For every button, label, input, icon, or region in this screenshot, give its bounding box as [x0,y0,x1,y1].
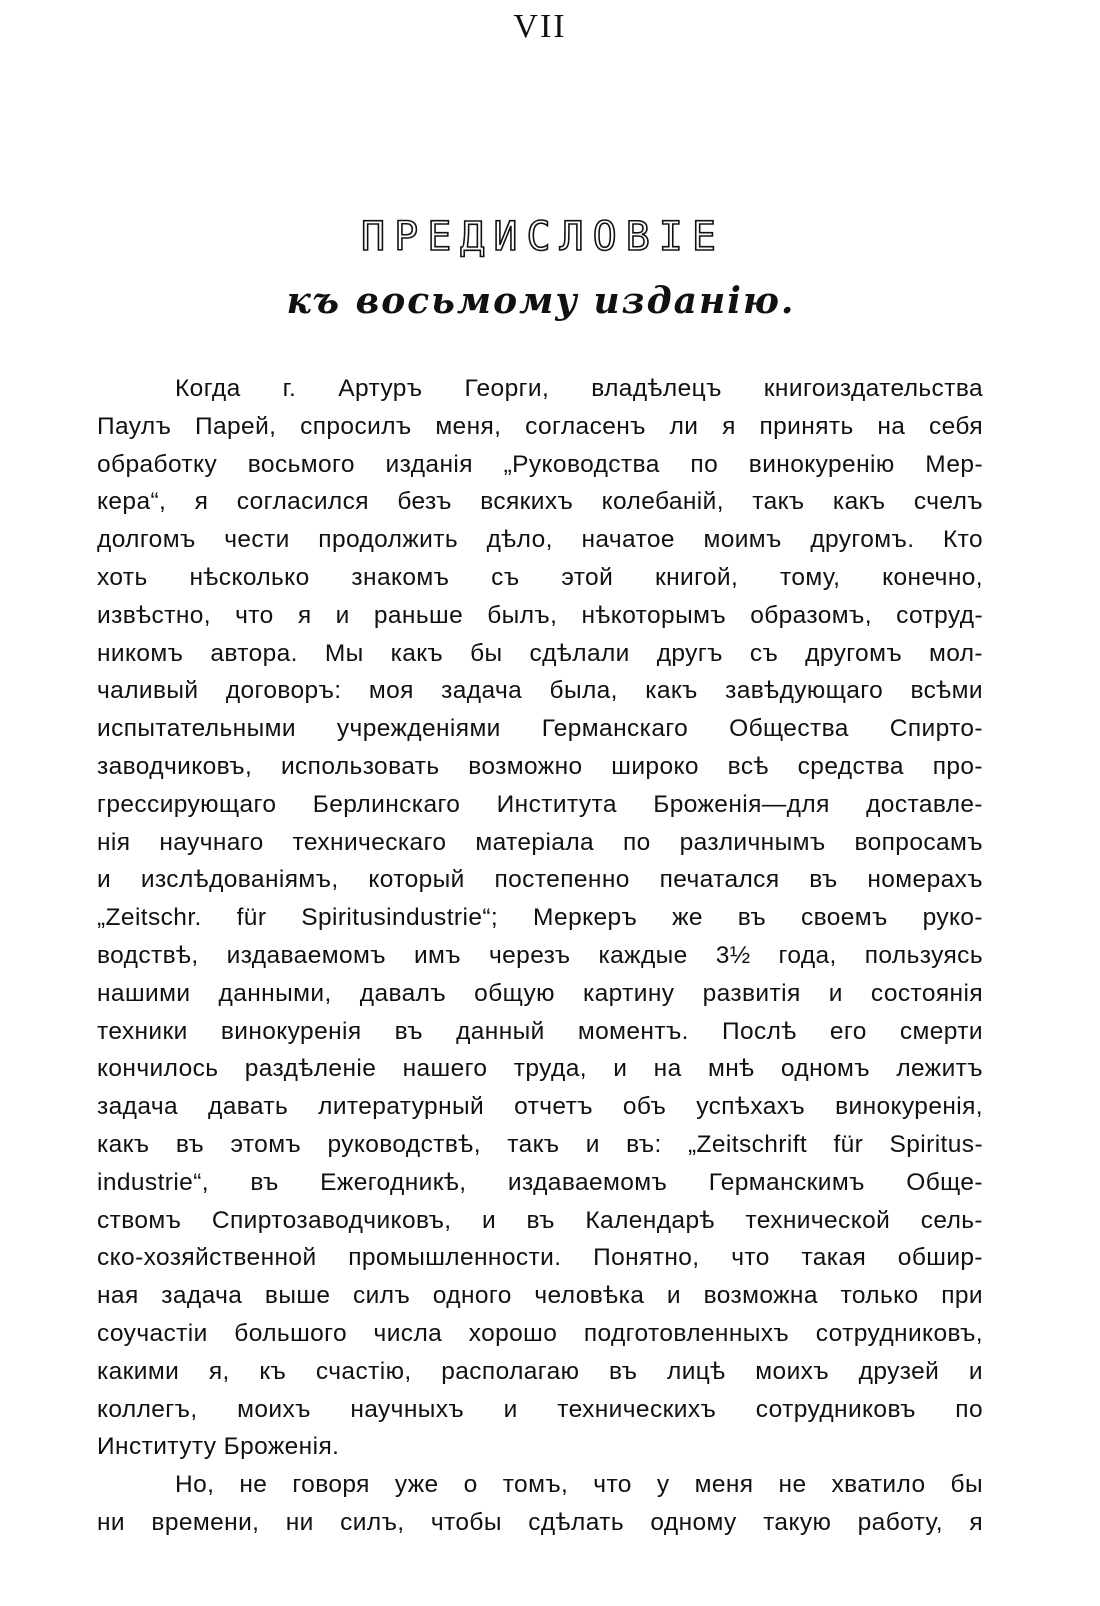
text-line: заводчиковъ, использовать возможно широко всѣ средства про- [97,752,983,780]
text-line: нія научнаго техническаго матеріала по различнымъ вопросамъ [97,828,983,856]
text-line: никомъ автора. Мы какъ бы сдѣлали другъ съ другомъ мол- [97,639,983,667]
text-line: хоть нѣсколько знакомъ съ этой книгой, тому, конечно, [97,563,983,591]
text-line: коллегъ, моихъ научныхъ и техническихъ сотрудниковъ по [97,1395,983,1423]
text-line: ствомъ Спиртозаводчиковъ, и въ Календарѣ технической сель- [97,1206,983,1234]
text-line: нашими данными, давалъ общую картину развитія и состоянія [97,979,983,1007]
text-line: ско-хозяйственной промышленности. Понятно, что такая обшир- [97,1244,983,1272]
text-line: обработку восьмого изданія „Руководства по винокуренію Мер- [97,450,983,478]
text-line: и изслѣдованіямъ, который постепенно печатался въ номерахъ [97,866,983,894]
text-line: какъ въ этомъ руководствѣ, такъ и въ: „Zeitschrift für Spiritus- [97,1130,983,1158]
text-line: какими я, къ счастію, располагаю въ лицѣ моихъ друзей и [97,1357,983,1385]
text-line: Когда г. Артуръ Георги, владѣлецъ книгоиздательства [175,375,983,402]
text-line: Паулъ Парей, спросилъ меня, согласенъ ли я принять на себя [97,412,983,440]
text-line: извѣстно, что я и раньше былъ, нѣкоторымъ образомъ, сотруд- [97,601,983,629]
page-number: VII [513,8,567,45]
text-line: ная задача выше силъ одного человѣка и возможна только при [97,1282,983,1310]
text-line: грессирующаго Берлинскаго Института Броженія—для доставле- [97,790,983,818]
page-subtitle: къ восьмому изданію. [286,280,796,322]
text-line: испытательными учрежденіями Германскаго Общества Спирто- [97,715,983,743]
page-title: ПРЕДИСЛОВІЕ [361,214,725,260]
text-line: кончилось раздѣленіе нашего труда, и на мнѣ одномъ лежитъ [97,1055,983,1083]
text-line: „Zeitschr. für Spiritusindustrie“; Меркеръ же въ своемъ руко- [97,904,983,932]
body-text [97,370,983,1542]
text-line: долгомъ чести продолжить дѣло, начатое моимъ другомъ. Кто [97,526,983,554]
text-line: соучастіи большого числа хорошо подготовленныхъ сотрудниковъ, [97,1319,983,1347]
text-line: ни времени, ни силъ, чтобы сдѣлать одному такую работу, я [97,1508,983,1536]
text-line: Но, не говоря уже о томъ, что у меня не хватило бы [175,1471,983,1499]
text-line: техники винокуренія въ данный моментъ. Послѣ его смерти [97,1017,983,1045]
text-line: чаливый договоръ: моя задача была, какъ завѣдующаго всѣми [97,677,983,705]
text-line: задача давать литературный отчетъ объ успѣхахъ винокуренія, [97,1093,983,1121]
text-line: кера“, я согласился безъ всякихъ колебаній, такъ какъ счелъ [97,488,983,516]
text-line: водствѣ, издаваемомъ имъ черезъ каждые 3½ года, пользуясь [97,941,983,969]
text-line: Институту Броженія. [97,1433,340,1461]
text-line: industrie“, въ Ежегодникѣ, издаваемомъ Германскимъ Обще- [97,1168,983,1196]
